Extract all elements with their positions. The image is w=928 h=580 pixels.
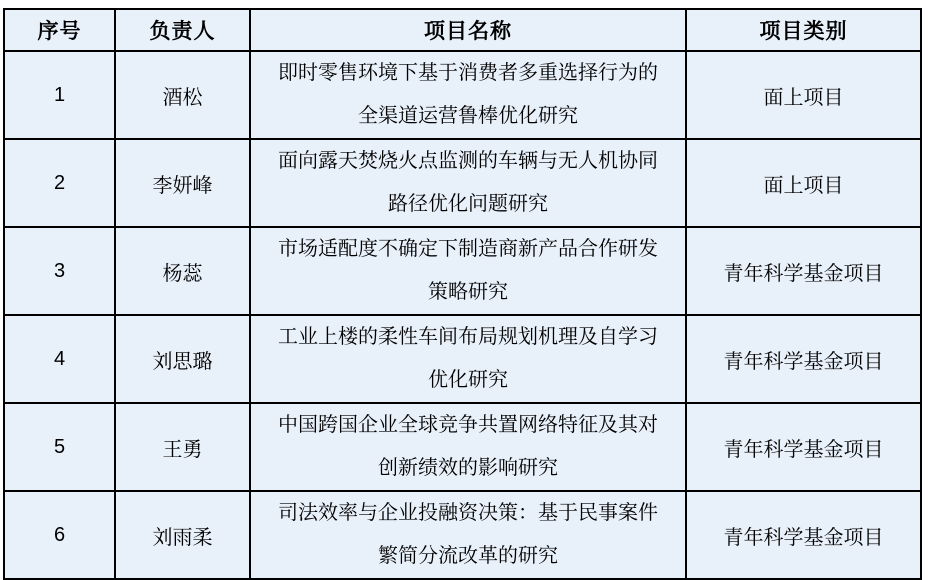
project-title-line2: 优化研究 — [428, 369, 508, 391]
header-row — [4, 9, 921, 51]
cell-leader-name: 李妍峰 — [115, 139, 250, 227]
project-title-line2: 策略研究 — [428, 281, 508, 303]
header-cell-project-category: 项目类别 — [686, 9, 921, 51]
cell-project-category: 面上项目 — [686, 139, 921, 227]
project-title-line1: 司法效率与企业投融资决策：基于民事案件 — [278, 502, 658, 524]
cell-project-title — [250, 227, 686, 315]
cell-serial-number: 1 — [4, 51, 115, 139]
project-title-line2: 繁简分流改革的研究 — [378, 545, 558, 567]
cell-serial-number: 2 — [4, 139, 115, 227]
table-row — [4, 51, 921, 139]
cell-project-title — [250, 315, 686, 403]
project-title-line2: 路径优化问题研究 — [388, 193, 548, 215]
project-title-line2: 全渠道运营鲁棒优化研究 — [358, 105, 578, 127]
cell-serial-number: 6 — [4, 491, 115, 579]
cell-leader-name: 王勇 — [115, 403, 250, 491]
cell-serial-number: 3 — [4, 227, 115, 315]
table-row — [4, 491, 921, 579]
cell-leader-name: 刘思璐 — [115, 315, 250, 403]
cell-project-title — [250, 51, 686, 139]
cell-project-title — [250, 491, 686, 579]
project-title-line1: 面向露天焚烧火点监测的车辆与无人机协同 — [278, 150, 658, 172]
cell-serial-number: 4 — [4, 315, 115, 403]
cell-project-title — [250, 403, 686, 491]
table-row — [4, 315, 921, 403]
cell-project-category: 青年科学基金项目 — [686, 227, 921, 315]
page — [3, 8, 922, 580]
cell-project-title — [250, 139, 686, 227]
projects-table — [3, 8, 922, 580]
cell-leader-name: 杨蕊 — [115, 227, 250, 315]
table-row — [4, 403, 921, 491]
project-title-line1: 即时零售环境下基于消费者多重选择行为的 — [278, 62, 658, 84]
cell-leader-name: 刘雨柔 — [115, 491, 250, 579]
cell-project-category: 青年科学基金项目 — [686, 491, 921, 579]
project-title-line1: 市场适配度不确定下制造商新产品合作研发 — [278, 238, 658, 260]
project-title-line2: 创新绩效的影响研究 — [378, 457, 558, 479]
header-cell-serial: 序号 — [4, 9, 115, 51]
table-row — [4, 139, 921, 227]
project-title-line1: 工业上楼的柔性车间布局规划机理及自学习 — [278, 326, 658, 348]
project-title-line1: 中国跨国企业全球竞争共置网络特征及其对 — [278, 414, 658, 436]
header-cell-leader: 负责人 — [115, 9, 250, 51]
cell-project-category: 面上项目 — [686, 51, 921, 139]
header-cell-project-name: 项目名称 — [250, 9, 686, 51]
cell-project-category: 青年科学基金项目 — [686, 315, 921, 403]
cell-leader-name: 酒松 — [115, 51, 250, 139]
cell-serial-number: 5 — [4, 403, 115, 491]
table-row — [4, 227, 921, 315]
cell-project-category: 青年科学基金项目 — [686, 403, 921, 491]
